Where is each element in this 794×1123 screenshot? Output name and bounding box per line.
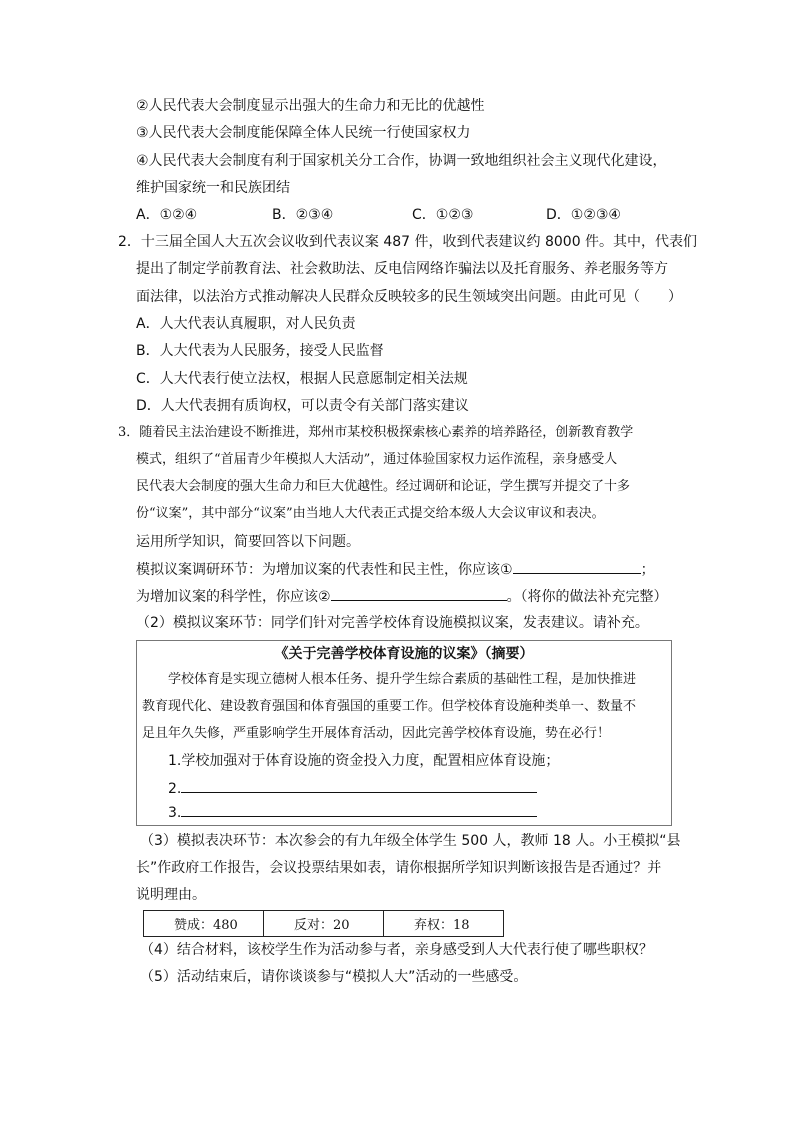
proposal-body-line1: 学校体育是实现立德树人根本任务、提升学生综合素质的基础性工程，是加快推进 (142, 672, 637, 687)
proposal-blank-3[interactable] (181, 802, 537, 817)
proposal-item-3-number: 3. (168, 805, 182, 821)
q3-stem-line2: 模式，组织了“首届青少年模拟人大活动”，通过体验国家权力运作流程，亲身感受人 (136, 452, 618, 467)
vote-approve-cell: 赞成：480 (144, 911, 264, 937)
q3-part1-text-b: 为增加议案的科学性，你应该② (136, 589, 331, 605)
q1-option-4-line2: 维护国家统一和民族团结 (136, 180, 290, 196)
q1-option-2: ②人民代表大会制度显示出强大的生命力和无比的优越性 (136, 98, 485, 114)
q3-part4: （4）结合材料，该校学生作为活动参与者，亲身感受到人大代表行使了哪些职权？ (140, 942, 653, 958)
table-row (144, 911, 504, 937)
q2-option-a: A．人大代表认真履职，对人民负责 (136, 316, 356, 332)
proposal-body-line2: 教育现代化、建设教育强国和体育强国的重要工作。但学校体育设施种类单一、数量不 (142, 699, 637, 714)
proposal-item-2-number: 2. (168, 781, 182, 797)
q3-part3-line2: 长”作政府工作报告，会议投票结果如表，请你根据所学知识判断该报告是否通过？并 (136, 860, 662, 876)
q1-choice-a: A．①②④ (136, 207, 198, 223)
q1-choice-b: B．②③④ (272, 207, 334, 223)
vote-result-table (143, 910, 504, 937)
q1-choice-d: D．①②③④ (546, 207, 621, 223)
q3-instruction: 运用所学知识，简要回答以下问题。 (136, 534, 360, 550)
q2-stem-line2: 提出了制定学前教育法、社会救助法、反电信网络诈骗法以及托育服务、养老服务等方 (136, 261, 668, 277)
q2-stem-line1: 2．十三届全国人大五次会议收到代表议案 487 件，收到代表建议约 8000 件。其中，代表们 (118, 234, 698, 250)
q3-part3-line3: 说明理由。 (136, 887, 206, 903)
q3-part1-line1 (136, 559, 655, 580)
q3-stem-line4: 份“议案”，其中部分“议案”由当地人大代表正式提交给本级人大会议审议和表决。 (136, 506, 605, 521)
q3-part5: （5）活动结束后，请你谈谈参与“模拟人大”活动的一些感受。 (140, 969, 528, 985)
vote-against-cell: 反对：20 (264, 911, 384, 937)
q2-option-b: B．人大代表为人民服务，接受人民监督 (136, 343, 384, 359)
proposal-body-line3: 足且年久失修，严重影响学生开展体育活动，因此完善学校体育设施，势在必行！ (142, 726, 611, 741)
q1-option-4-line1: ④人民代表大会制度有利于国家机关分工合作，协调一致地组织社会主义现代化建设， (136, 153, 667, 169)
proposal-item-1: 1.学校加强对于体育设施的资金投入力度，配置相应体育设施； (168, 753, 560, 769)
q3-part1-text-a-end: ； (640, 562, 655, 578)
vote-abstain-cell: 弃权：18 (384, 911, 504, 937)
q2-stem-line3: 面法律，以法治方式推动解决人民群众反映较多的民生领域突出问题。由此可见（ ） (136, 289, 682, 305)
q3-stem-line1: 3．随着民主法治建设不断推进，郑州市某校积极探索核心素养的培养路径，创新教育教学 (118, 425, 634, 440)
q3-part1-text-b-end: 。（将你的做法补充完整） (506, 589, 668, 605)
proposal-item-3 (168, 802, 537, 823)
proposal-title: 《关于完善学校体育设施的议案》（摘要） (274, 646, 534, 662)
q3-stem-line3: 民代表大会制度的强大生命力和巨大优越性。经过调研和论证，学生撰写并提交了十多 (136, 479, 631, 494)
q3-part1-text-a: 模拟议案调研环节：为增加议案的代表性和民主性，你应该① (136, 562, 513, 578)
answer-blank-2[interactable] (331, 586, 507, 601)
q1-choice-c: C．①②③ (412, 207, 474, 223)
q2-option-d: D．人大代表拥有质询权，可以责令有关部门落实建议 (136, 398, 469, 414)
proposal-blank-2[interactable] (181, 778, 537, 793)
proposal-item-2 (168, 778, 537, 799)
answer-blank-1[interactable] (513, 559, 641, 574)
q3-part2: （2）模拟议案环节：同学们针对完善学校体育设施模拟议案，发表建议。请补充。 (136, 615, 649, 631)
q3-part1-line2 (136, 586, 668, 607)
q1-option-3: ③人民代表大会制度能保障全体人民统一行使国家权力 (136, 125, 471, 141)
q2-option-c: C．人大代表行使立法权，根据人民意愿制定相关法规 (136, 371, 468, 387)
q3-part3-line1: （3）模拟表决环节：本次参会的有九年级全体学生 500 人，教师 18 人。小王模拟“县 (140, 833, 681, 849)
